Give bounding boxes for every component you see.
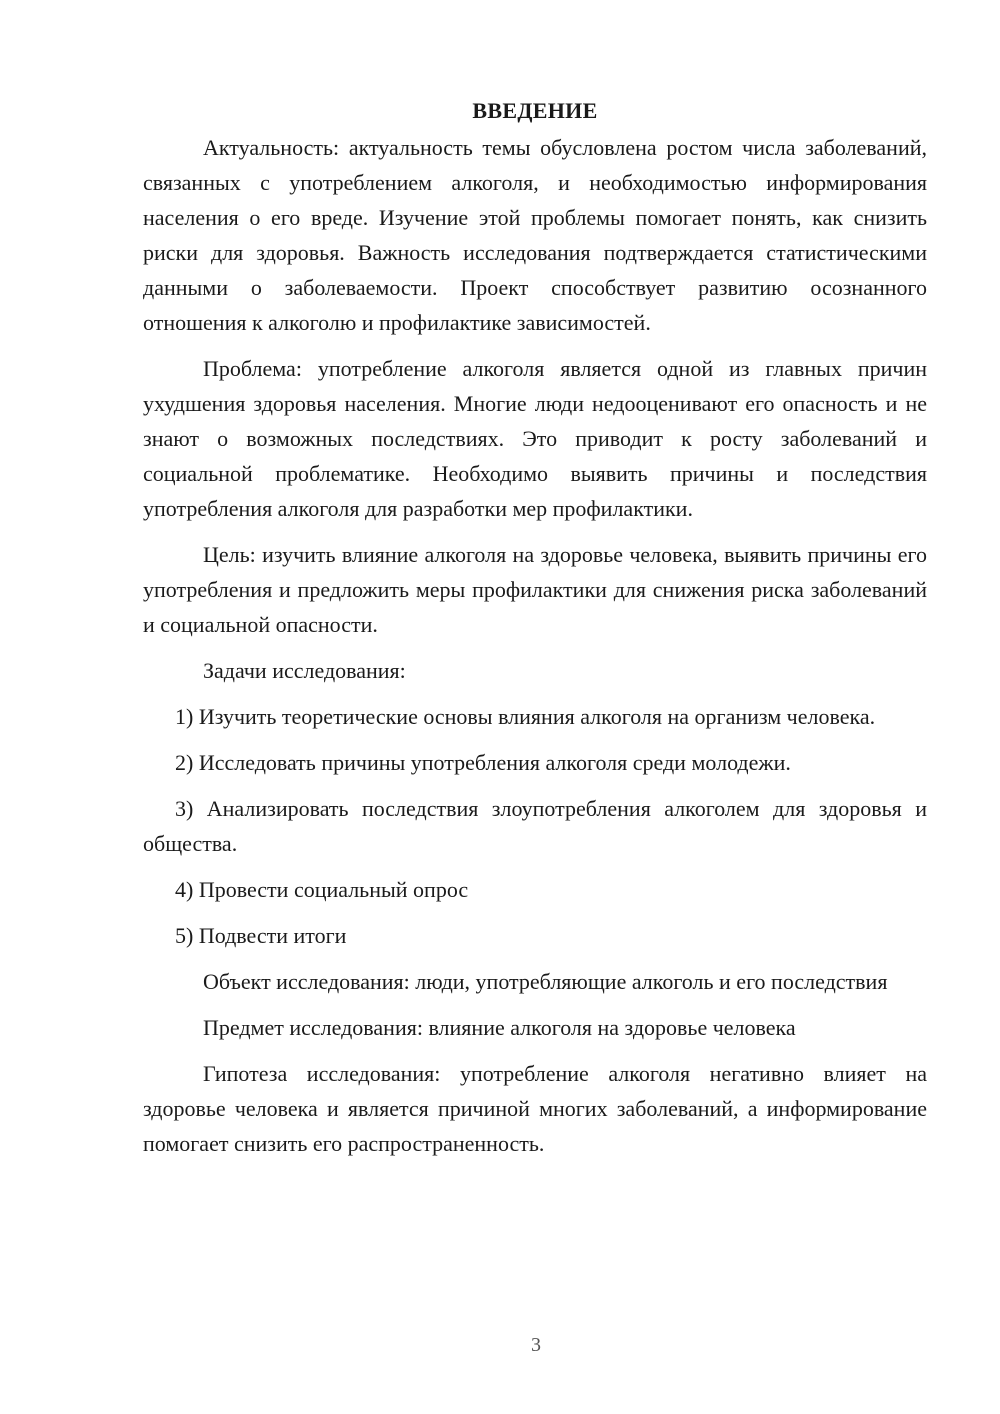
tasks-heading: Задачи исследования: (203, 658, 406, 683)
page-title: ВВЕДЕНИЕ (472, 98, 598, 123)
task-item-2: 2) Исследовать причины употребления алкоголя среди молодежи. (175, 750, 791, 775)
goal-paragraph: Цель: изучить влияние алкоголя на здоровье человека, выявить причины его употребления и предложить меры профилактики для снижения риска заболеваний и социальной опасности. (143, 542, 927, 637)
task-item-4: 4) Провести социальный опрос (175, 877, 469, 902)
task-item-1: 1) Изучить теоретические основы влияния алкоголя на организм человека. (175, 704, 876, 729)
hypothesis-paragraph: Гипотеза исследования: употребление алкоголя негативно влияет на здоровье человека и является причиной многих заболеваний, а информирование помогает снизить его распространенность. (143, 1061, 927, 1156)
document-page (143, 96, 927, 1172)
subject-paragraph: Предмет исследования: влияние алкоголя на здоровье человека (203, 1015, 796, 1040)
page-number: 3 (531, 1334, 541, 1356)
task-item-5: 5) Подвести итоги (175, 923, 347, 948)
task-item-3: 3) Анализировать последствия злоупотребления алкоголем для здоровья и общества. (143, 796, 927, 856)
relevance-paragraph: Актуальность: актуальность темы обусловлена ростом числа заболеваний, связанных с употреблением алкоголя, и необходимостью информирования населения о его вреде. Изучение этой проблемы помогает понять, как снизить риски для здоровья. Важность исследования подтверждается статистическими данными о заболеваемости. Проект способствует развитию осознанного отношения к алкоголю и профилактике зависимостей. (143, 135, 927, 335)
object-paragraph: Объект исследования: люди, употребляющие алкоголь и его последствия (203, 969, 888, 994)
problem-paragraph: Проблема: употребление алкоголя является одной из главных причин ухудшения здоровья населения. Многие люди недооценивают его опасность и не знают о возможных последствиях. Это приводит к росту заболеваний и социальной проблематике. Необходимо выявить причины и последствия употребления алкоголя для разработки мер профилактики. (143, 356, 927, 521)
